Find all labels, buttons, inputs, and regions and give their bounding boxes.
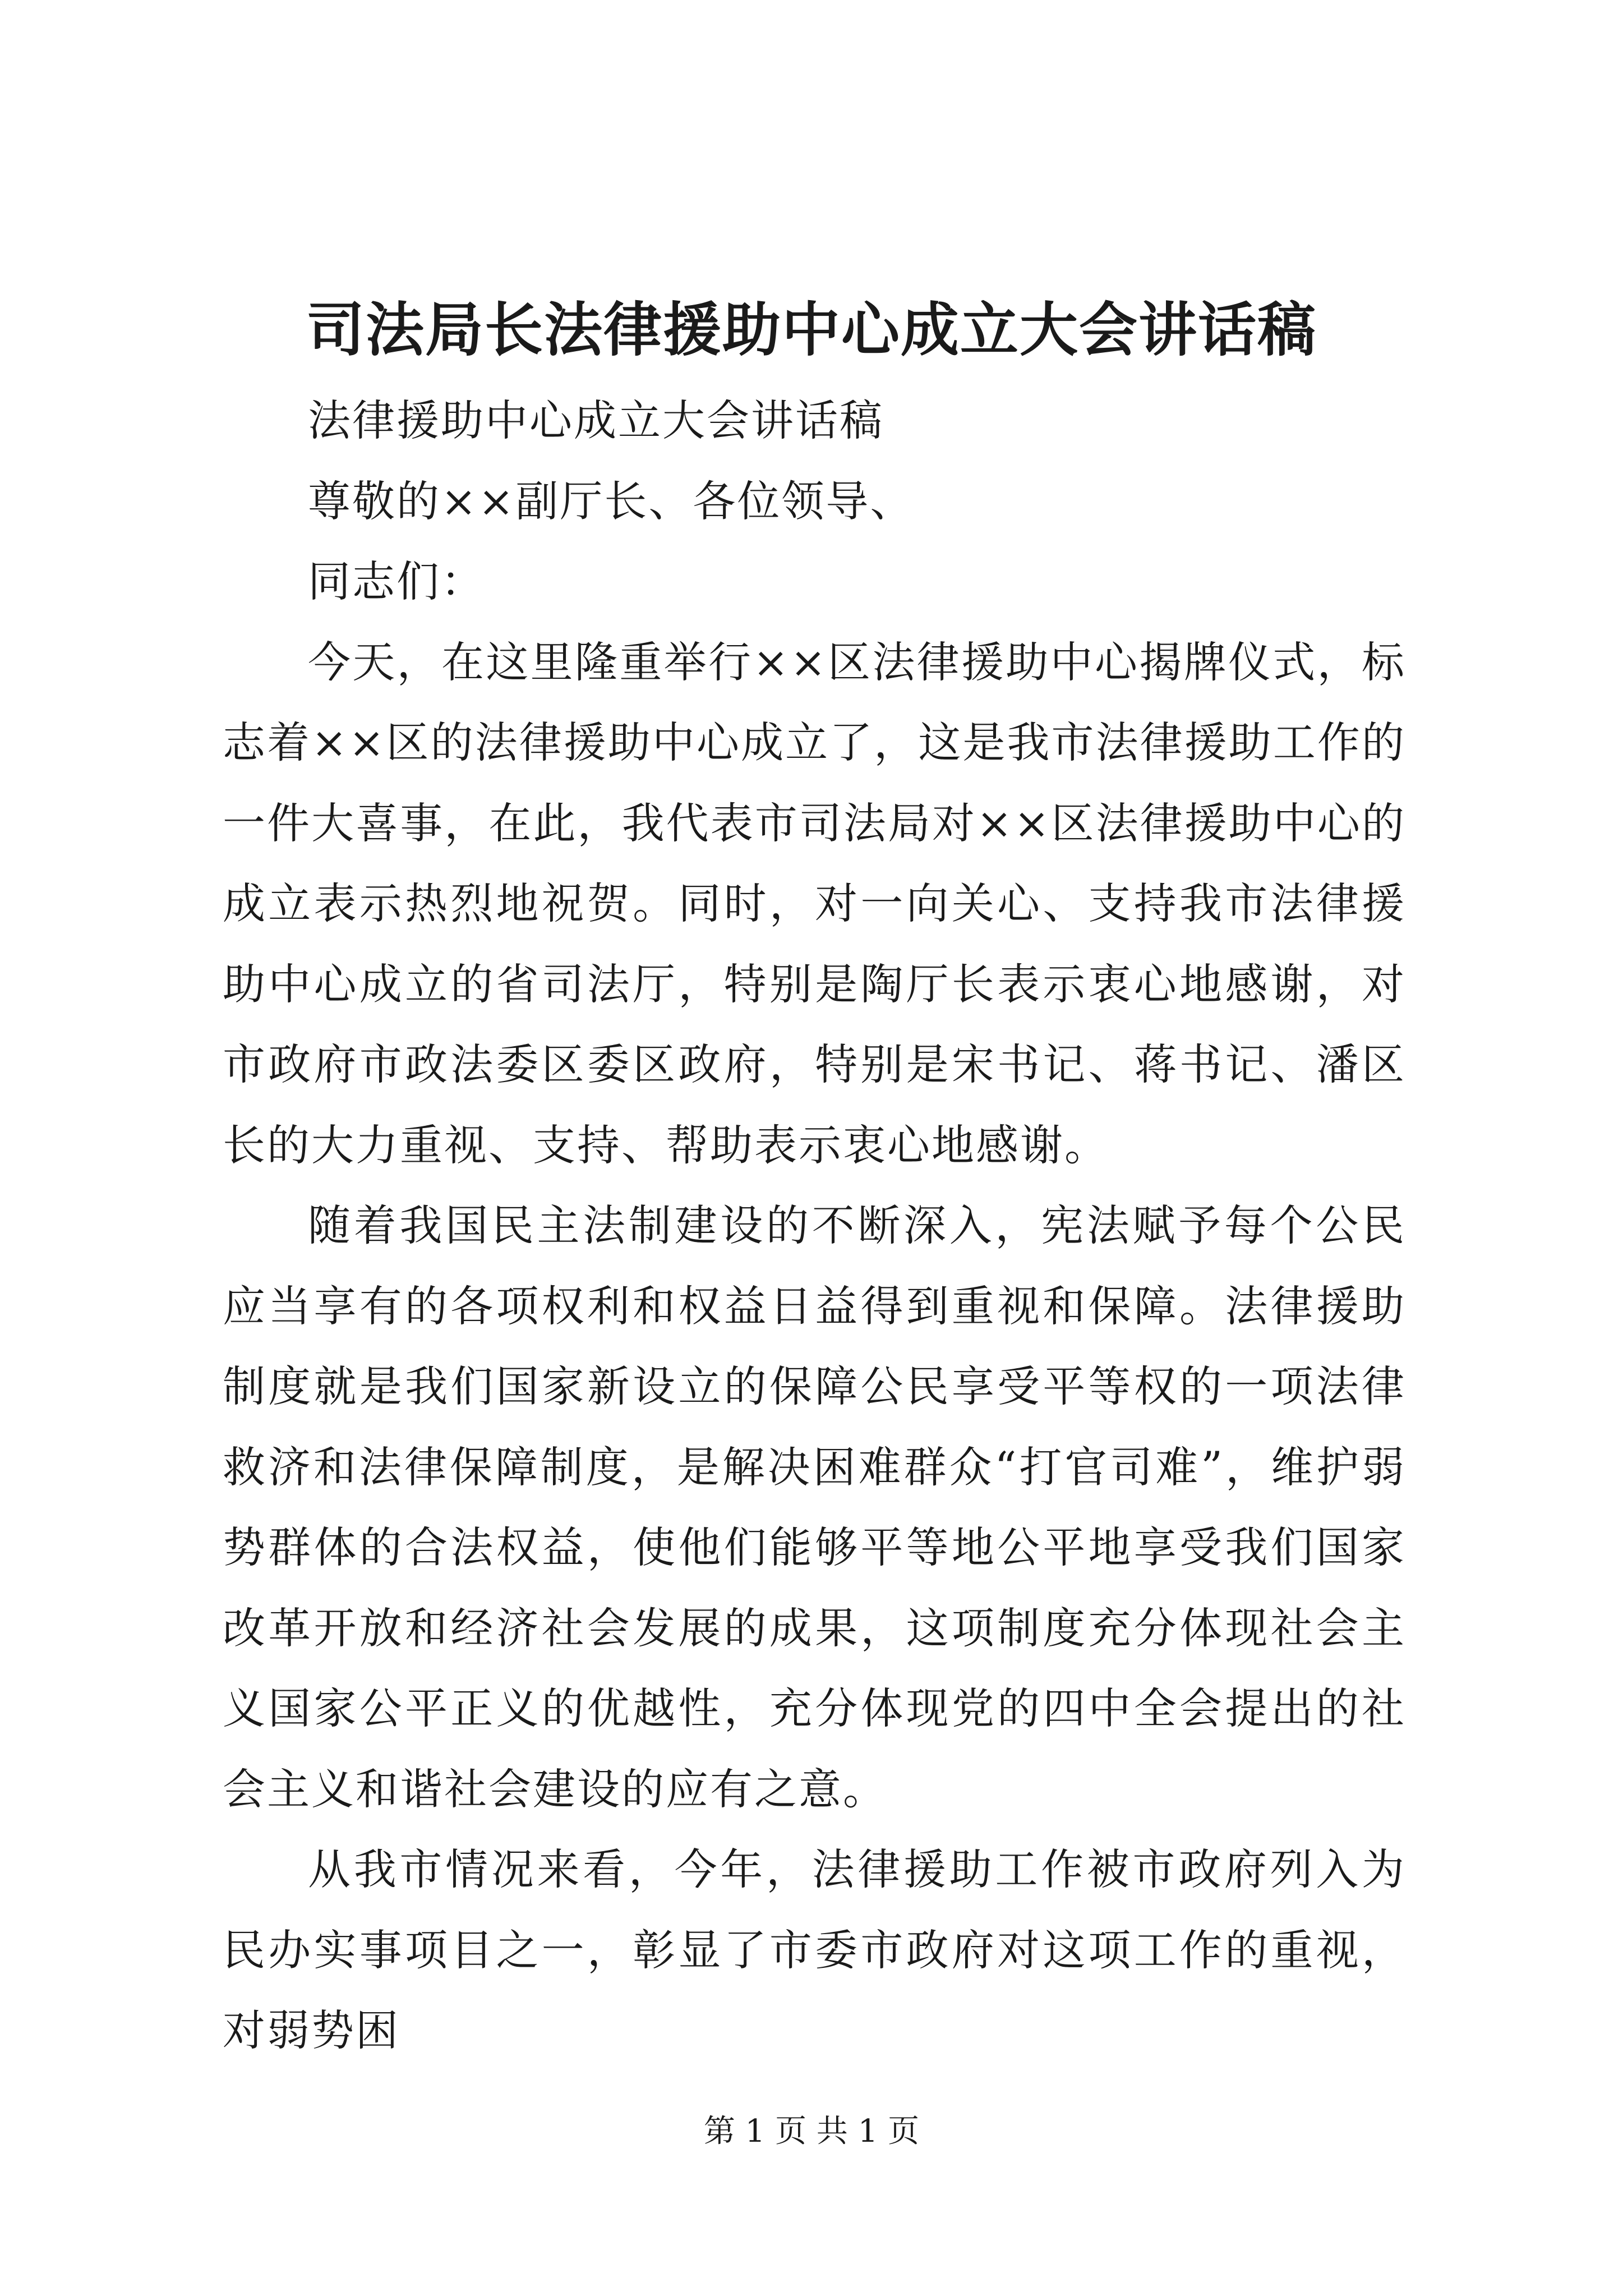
document-body <box>223 380 1406 2071</box>
document-title: 司法局长法律援助中心成立大会讲话稿 <box>306 295 1317 364</box>
paragraph-salutation: 尊敬的××副厅长、各位领导、 <box>308 476 915 526</box>
paragraph-subtitle: 法律援助中心成立大会讲话稿 <box>308 395 884 445</box>
paragraph-body: 从我市情况来看，今年，法律援助工作被市政府列入为民办实事项目之一，彰显了市委市政府对这项工作的重视，对弱势困 <box>223 1844 1406 2055</box>
page-footer: 第 1 页 共 1 页 <box>703 2113 920 2150</box>
paragraph-body: 随着我国民主法制建设的不断深入，宪法赋予每个公民应当享有的各项权利和权益日益得到重视和保障。法律援助制度就是我们国家新设立的保障公民享受平等权的一项法律救济和法律保障制度，是解决困难群众“打官司难”，维护弱势群体的合法权益，使他们能够平等地公平地享受我们国家改革开放和经济社会发展的成果，这项制度充分体现社会主义国家公平正义的优越性，充分体现党的四中全会提出的社会主义和谐社会建设的应有之意。 <box>223 1200 1406 1814</box>
paragraph-body: 今天，在这里隆重举行××区法律援助中心揭牌仪式，标志着××区的法律援助中心成立了，这是我市法律援助工作的一件大喜事，在此，我代表市司法局对××区法律援助中心的成立表示热烈地祝贺。同时，对一向关心、支持我市法律援助中心成立的省司法厅，特别是陶厅长表示衷心地感谢，对市政府市政法委区委区政府，特别是宋书记、蒋书记、潘区长的大力重视、支持、帮助表示衷心地感谢。 <box>223 637 1406 1170</box>
paragraph-salutation-cont: 同志们： <box>308 556 485 606</box>
